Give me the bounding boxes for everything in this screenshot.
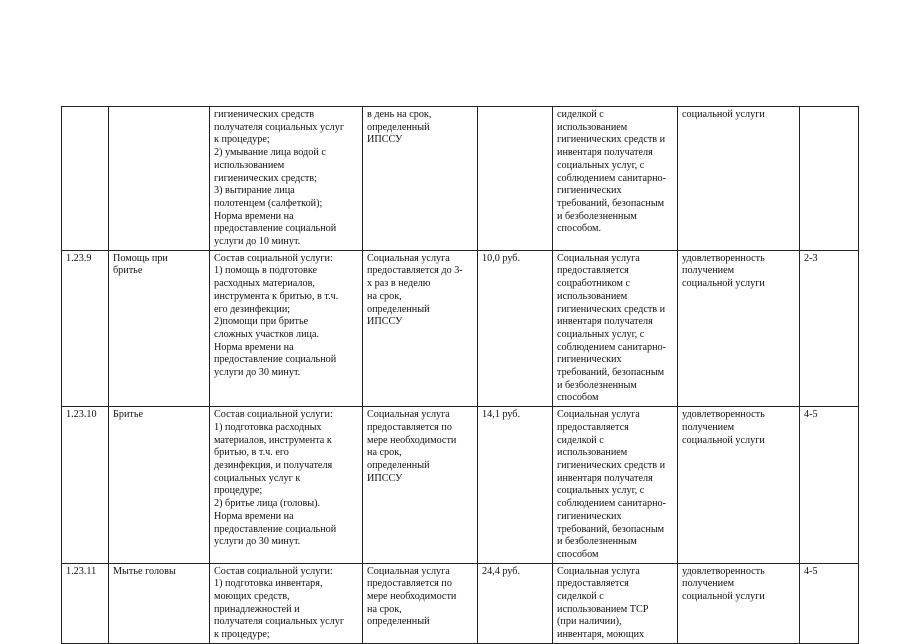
cell-grade: 4-5 <box>800 407 859 563</box>
cell-service-content: Состав социальной услуги: 1) подготовка инвентаря, моющих средств, принадлежностей и получателя социальных услуг к процедуре; <box>210 563 363 643</box>
cell-service-terms: Социальная услуга предоставляется по мере необходимости на срок, определенный <box>363 563 478 643</box>
cell-service-content: Состав социальной услуги: 1) помощь в подготовке расходных материалов, инструмента к бритью, в т.ч. его дезинфекции; 2)помощи при бритье сложных участков лица. Норма времени на предоставление социальной услуги до 30 минут. <box>210 250 363 406</box>
table-row <box>62 107 859 251</box>
cell-service-name: Помощь при бритье <box>109 250 210 406</box>
table-row <box>62 563 859 643</box>
cell-conditions: Социальная услуга предоставляется соцработником с использованием гигиенических средств и инвентаря получателя социальных услуг, с соблюдением санитарно- гигиенических требований, безопасным и безболезненным способом <box>553 250 678 406</box>
cell-conditions: Социальная услуга предоставляется сиделкой с использованием ТСР (при наличии), инвентаря, моющих <box>553 563 678 643</box>
cell-grade: 2-3 <box>800 250 859 406</box>
cell-service-terms: в день на срок, определенный ИПССУ <box>363 107 478 251</box>
cell-service-name: Мытье головы <box>109 563 210 643</box>
cell-price: 24,4 руб. <box>478 563 553 643</box>
cell-service-terms: Социальная услуга предоставляется до 3- х раз в неделю на срок, определенный ИПССУ <box>363 250 478 406</box>
cell-service-terms: Социальная услуга предоставляется по мере необходимости на срок, определенный ИПССУ <box>363 407 478 563</box>
services-table <box>61 106 859 644</box>
cell-number <box>62 107 109 251</box>
table-row <box>62 407 859 563</box>
cell-quality: удовлетворенность получением социальной услуги <box>678 250 800 406</box>
cell-quality: удовлетворенность получением социальной услуги <box>678 563 800 643</box>
cell-conditions: Социальная услуга предоставляется сиделкой с использованием гигиенических средств и инвентаря получателя социальных услуг, с соблюдением санитарно- гигиенических требований, безопасным и безболезненным способом <box>553 407 678 563</box>
table-row <box>62 250 859 406</box>
cell-number: 1.23.10 <box>62 407 109 563</box>
cell-service-content: Состав социальной услуги: 1) подготовка расходных материалов, инструмента к бритью, в т.ч. его дезинфекция, и получателя социальных услуг к процедуре; 2) бритье лица (головы). Норма времени на предоставление социальной услуги до 30 минут. <box>210 407 363 563</box>
cell-price: 14,1 руб. <box>478 407 553 563</box>
cell-service-name: Бритье <box>109 407 210 563</box>
cell-service-content: гигиенических средств получателя социальных услуг к процедуре; 2) умывание лица водой с использованием гигиенических средств; 3) вытирание лица полотенцем (салфеткой); Норма времени на предоставление социальной услуги до 10 минут. <box>210 107 363 251</box>
cell-conditions: сиделкой с использованием гигиенических средств и инвентаря получателя социальных услуг, с соблюдением санитарно- гигиенических требований, безопасным и безболезненным способом. <box>553 107 678 251</box>
cell-quality: социальной услуги <box>678 107 800 251</box>
cell-grade: 4-5 <box>800 563 859 643</box>
cell-price <box>478 107 553 251</box>
cell-grade <box>800 107 859 251</box>
cell-price: 10,0 руб. <box>478 250 553 406</box>
cell-number: 1.23.11 <box>62 563 109 643</box>
cell-service-name <box>109 107 210 251</box>
cell-quality: удовлетворенность получением социальной услуги <box>678 407 800 563</box>
cell-number: 1.23.9 <box>62 250 109 406</box>
